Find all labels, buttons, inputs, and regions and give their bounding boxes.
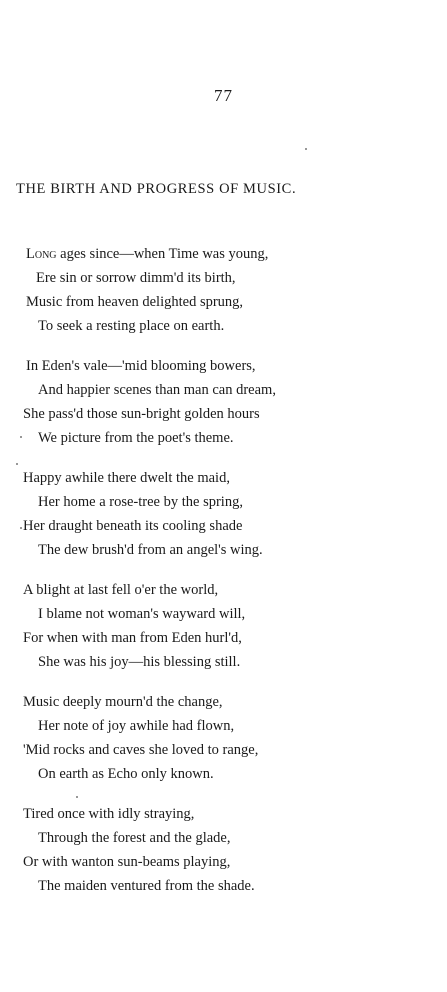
stanza-5: [0, 690, 447, 786]
stanza-2: [0, 354, 447, 450]
stanza-4: [0, 578, 447, 674]
poem-line: Her home a rose-tree by the spring,: [38, 494, 243, 510]
page-number: 77: [214, 86, 233, 105]
poem-line: Ere sin or sorrow dimm'd its birth,: [36, 270, 236, 286]
poem-line: We picture from the poet's theme.: [38, 430, 234, 446]
poem-line: Her draught beneath its cooling shade: [23, 518, 243, 534]
poem-line: She pass'd those sun-bright golden hours: [23, 406, 260, 422]
poem-line: Happy awhile there dwelt the maid,: [23, 470, 230, 486]
poem-line: I blame not woman's wayward will,: [38, 606, 246, 622]
poem-line: Or with wanton sun-beams playing,: [23, 854, 231, 870]
poem-line: Music from heaven delighted sprung,: [26, 294, 244, 310]
drop-word: Long: [26, 246, 57, 262]
poem-body: [0, 242, 447, 914]
line-text: ages since—when Time was young,: [56, 246, 269, 262]
scan-speck: [16, 463, 18, 465]
stanza-6: [0, 802, 447, 898]
poem-line: For when with man from Eden hurl'd,: [23, 630, 242, 646]
poem-line: A blight at last fell o'er the world,: [23, 582, 219, 598]
poem-line: The dew brush'd from an angel's wing.: [38, 542, 263, 558]
poem-line: Her note of joy awhile had flown,: [38, 718, 235, 734]
poem-line: The maiden ventured from the shade.: [38, 878, 255, 894]
scan-speck: [20, 436, 22, 438]
scan-speck: [76, 796, 78, 798]
poem-line: [0, 242, 447, 266]
scan-speck: [20, 527, 22, 529]
poem-line: She was his joy—his blessing still.: [38, 654, 241, 670]
poem-title: THE BIRTH AND PROGRESS OF MUSIC.: [16, 181, 297, 197]
poem-line: Tired once with idly straying,: [23, 806, 195, 822]
stanza-1: [0, 242, 447, 338]
poem-line: To seek a resting place on earth.: [38, 318, 225, 334]
poem-line: Through the forest and the glade,: [38, 830, 231, 846]
scan-speck: [305, 148, 307, 150]
poem-line: In Eden's vale—'mid blooming bowers,: [26, 358, 256, 374]
poem-line: And happier scenes than man can dream,: [38, 382, 276, 398]
poem-line: 'Mid rocks and caves she loved to range,: [23, 742, 259, 758]
poem-line: On earth as Echo only known.: [38, 766, 214, 782]
poem-line: Music deeply mourn'd the change,: [23, 694, 223, 710]
stanza-3: [0, 466, 447, 562]
